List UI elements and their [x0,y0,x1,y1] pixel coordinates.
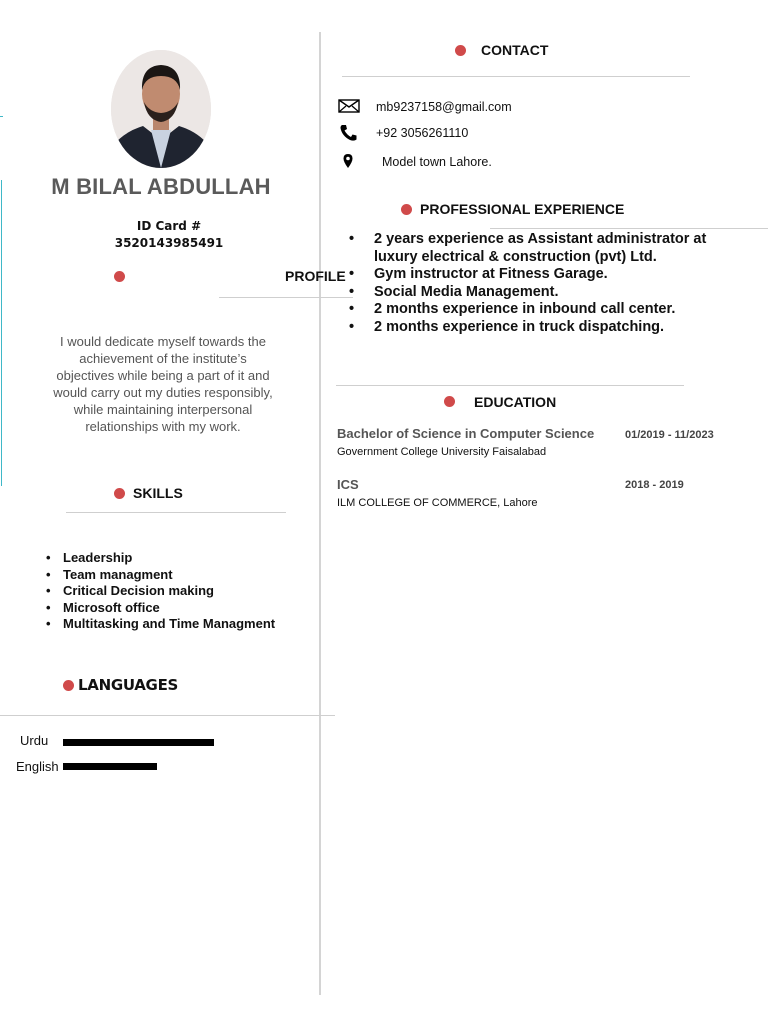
map-pin-icon [338,153,362,171]
experience-rule [490,228,768,229]
edge-line-top [0,116,3,117]
profile-text: I would dedicate myself towards the achievement of the institute’s objectives while being a part of it and would carry out my duties responsibly, while maintaining interpersonal relationships with my work. [53,334,273,434]
skills-bullet-dot [114,488,125,499]
experience-item: • 2 months experience in inbound call center. [349,301,749,319]
education-dates: 2018 - 2019 [625,479,684,491]
languages-rule [0,715,335,716]
language-bar-urdu [63,739,214,746]
id-card-number: 3520143985491 [114,236,224,250]
skills-heading: SKILLS [133,485,183,501]
experience-heading: PROFESSIONAL EXPERIENCE [420,201,625,217]
candidate-name: M BILAL ABDULLAH [51,174,271,199]
envelope-icon [338,98,362,116]
language-bar-english [63,763,157,770]
experience-item: • Social Media Management. [349,284,749,302]
profile-heading: PROFILE [285,268,346,284]
skill-item: • Leadership [46,550,286,567]
education-dates: 01/2019 - 11/2023 [625,429,714,441]
experience-item: • 2 months experience in truck dispatching. [349,319,749,337]
experience-item: • Gym instructor at Fitness Garage. [349,266,749,284]
experience-bullet-dot [401,204,412,215]
contact-email[interactable]: mb9237158@gmail.com [376,100,512,114]
experience-item: • 2 years experience as Assistant administrator at luxury electrical & construction (pvt) Ltd. [349,231,749,266]
contact-rule [342,76,690,77]
contact-address: Model town Lahore. [382,155,492,169]
experience-list [349,231,749,336]
education-degree: Bachelor of Science in Computer Science [337,426,595,441]
contact-heading: CONTACT [481,42,549,58]
profile-photo [111,50,211,168]
profile-rule [219,297,353,298]
phone-icon [338,124,362,142]
education-school: Government College University Faisalabad [337,446,547,458]
skill-item: • Multitasking and Time Managment [46,616,286,633]
education-degree: ICS [337,477,359,492]
skill-item: • Team managment [46,567,286,584]
education-rule [336,385,684,386]
languages-heading: LANGUAGES [78,676,179,694]
language-label-english: English [16,759,59,774]
contact-phone[interactable]: +92 3056261110 [376,126,469,140]
skills-rule [66,512,286,513]
languages-bullet-dot [63,680,74,691]
skill-item: • Critical Decision making [46,583,286,600]
person-portrait-icon [111,50,211,168]
id-card-label: ID Card # [136,219,202,233]
language-label-urdu: Urdu [20,733,49,748]
education-heading: EDUCATION [474,394,557,410]
education-school: ILM COLLEGE OF COMMERCE, Lahore [337,497,538,509]
profile-bullet-dot [114,271,125,282]
skill-item: • Microsoft office [46,600,286,617]
skills-list [46,550,286,633]
contact-bullet-dot [455,45,466,56]
education-bullet-dot [444,396,455,407]
